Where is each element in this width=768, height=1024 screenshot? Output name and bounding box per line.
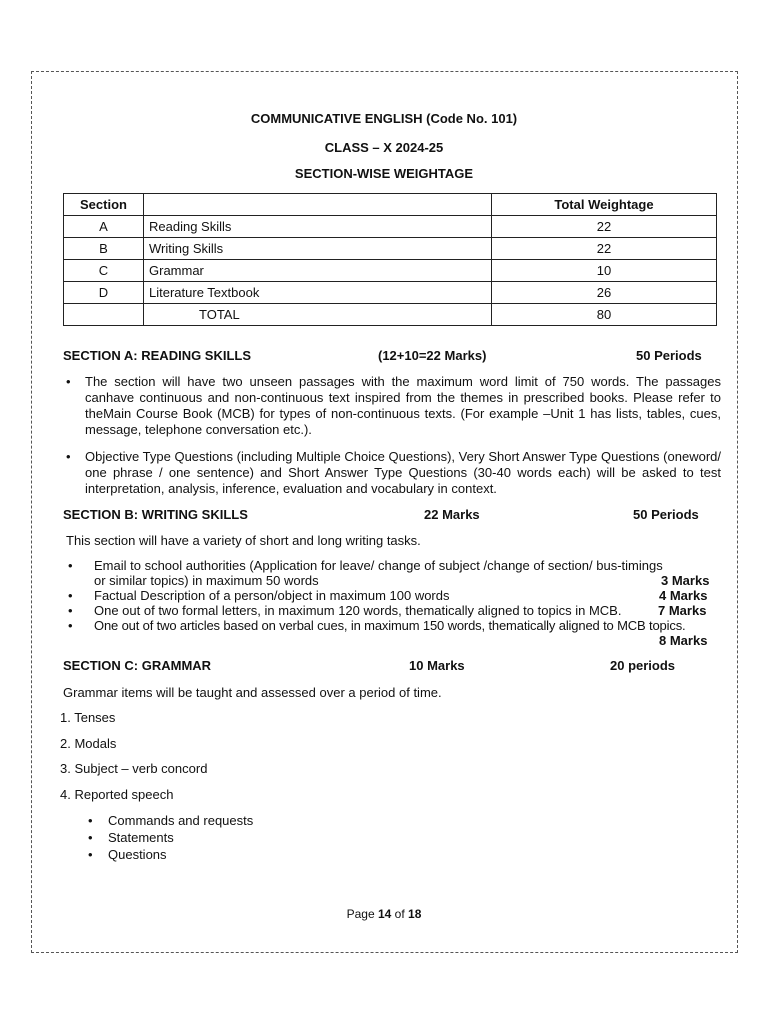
page-prefix: Page bbox=[346, 907, 378, 921]
bullet-icon: • bbox=[88, 830, 93, 845]
table-cell: 22 bbox=[492, 238, 717, 260]
reported-speech-subitem: Questions bbox=[108, 847, 167, 862]
bullet-icon: • bbox=[68, 618, 73, 633]
table-cell bbox=[64, 304, 144, 326]
table-cell: A bbox=[64, 216, 144, 238]
bullet-icon: • bbox=[68, 603, 73, 618]
section-b-marks: 22 Marks bbox=[424, 507, 480, 522]
table-cell: B bbox=[64, 238, 144, 260]
table-row bbox=[64, 304, 717, 326]
page-mid: of bbox=[391, 907, 409, 921]
writing-item-4: One out of two articles based on verbal cues, in maximum 150 words, thematically aligned to MCB topics. bbox=[94, 618, 686, 633]
writing-item-1-line-1: Email to school authorities (Application for leave/ change of subject /change of section/ bus-timings bbox=[94, 558, 663, 573]
table-cell: 80 bbox=[492, 304, 717, 326]
table-header-cell: Section bbox=[64, 194, 144, 216]
section-b-title: SECTION B: WRITING SKILLS bbox=[63, 507, 248, 522]
table-cell: C bbox=[64, 260, 144, 282]
table-cell: Literature Textbook bbox=[144, 282, 492, 304]
page-current: 14 bbox=[377, 907, 392, 921]
table-cell: TOTAL bbox=[144, 304, 492, 326]
bullet-icon: • bbox=[68, 558, 73, 573]
grammar-item: 2. Modals bbox=[60, 736, 117, 751]
writing-item-3: One out of two formal letters, in maximum 120 words, thematically aligned to topics in MCB. bbox=[94, 603, 622, 618]
table-row bbox=[64, 216, 717, 238]
table-cell: Reading Skills bbox=[144, 216, 492, 238]
section-a-bullet-2: Objective Type Questions (including Multiple Choice Questions), Very Short Answer Type Questions (oneword/ one phrase / one sentence) and Short Answer Type Questions (30-40 words each) will be asked to test interpretation, analysis, inference, evaluation and vocabulary in context. bbox=[85, 449, 721, 496]
writing-item-1-line-2: or similar topics) in maximum 50 words bbox=[94, 573, 319, 588]
bullet-icon: • bbox=[66, 449, 71, 464]
section-a-bullet-1: The section will have two unseen passages with the maximum word limit of 750 words. The passages canhave continuous and non-continuous text inspired from the themes in prescribed books. Please refer to theMain Course Book (MCB) for types of non-continuous texts. (For example –Unit 1 has lists, tables, cues, message, telephone conversation etc.). bbox=[85, 374, 721, 437]
writing-item-1-marks: 3 Marks bbox=[661, 573, 710, 588]
section-a-periods: 50 Periods bbox=[636, 348, 702, 363]
grammar-item: 4. Reported speech bbox=[60, 787, 174, 802]
section-c-title: SECTION C: GRAMMAR bbox=[63, 658, 212, 673]
page-total: 18 bbox=[408, 907, 422, 921]
writing-item-2: Factual Description of a person/object in maximum 100 words bbox=[94, 588, 450, 603]
page-number bbox=[0, 907, 768, 921]
section-b-periods: 50 Periods bbox=[633, 507, 699, 522]
doc-title: COMMUNICATIVE ENGLISH (Code No. 101) bbox=[250, 111, 518, 126]
table-cell: Writing Skills bbox=[144, 238, 492, 260]
table-header-cell: Total Weightage bbox=[492, 194, 717, 216]
section-b-intro: This section will have a variety of short and long writing tasks. bbox=[66, 533, 421, 548]
bullet-icon: • bbox=[88, 847, 93, 862]
writing-item-2-marks: 4 Marks bbox=[659, 588, 708, 603]
table-cell: 22 bbox=[492, 216, 717, 238]
table-row bbox=[64, 282, 717, 304]
weightage-table bbox=[63, 193, 717, 326]
reported-speech-subitem: Statements bbox=[108, 830, 174, 845]
table-cell: D bbox=[64, 282, 144, 304]
bullet-icon: • bbox=[66, 374, 71, 389]
grammar-item: 1. Tenses bbox=[60, 710, 116, 725]
class-title: CLASS – X 2024-25 bbox=[324, 140, 444, 155]
weightage-title: SECTION-WISE WEIGHTAGE bbox=[294, 166, 474, 181]
table-cell: 10 bbox=[492, 260, 717, 282]
reported-speech-subitem: Commands and requests bbox=[108, 813, 254, 828]
writing-item-3-marks: 7 Marks bbox=[658, 603, 707, 618]
bullet-icon: • bbox=[88, 813, 93, 828]
table-cell: 26 bbox=[492, 282, 717, 304]
section-c-intro: Grammar items will be taught and assessed over a period of time. bbox=[63, 685, 442, 700]
table-row bbox=[64, 260, 717, 282]
section-a-marks: (12+10=22 Marks) bbox=[378, 348, 487, 363]
table-row bbox=[64, 238, 717, 260]
section-c-periods: 20 periods bbox=[610, 658, 676, 673]
table-cell: Grammar bbox=[144, 260, 492, 282]
table-header-row bbox=[64, 194, 717, 216]
bullet-icon: • bbox=[68, 588, 73, 603]
grammar-item: 3. Subject – verb concord bbox=[60, 761, 208, 776]
table-header-cell bbox=[144, 194, 492, 216]
writing-item-4-marks: 8 Marks bbox=[659, 633, 708, 648]
section-a-title: SECTION A: READING SKILLS bbox=[63, 348, 252, 363]
section-c-marks: 10 Marks bbox=[409, 658, 465, 673]
